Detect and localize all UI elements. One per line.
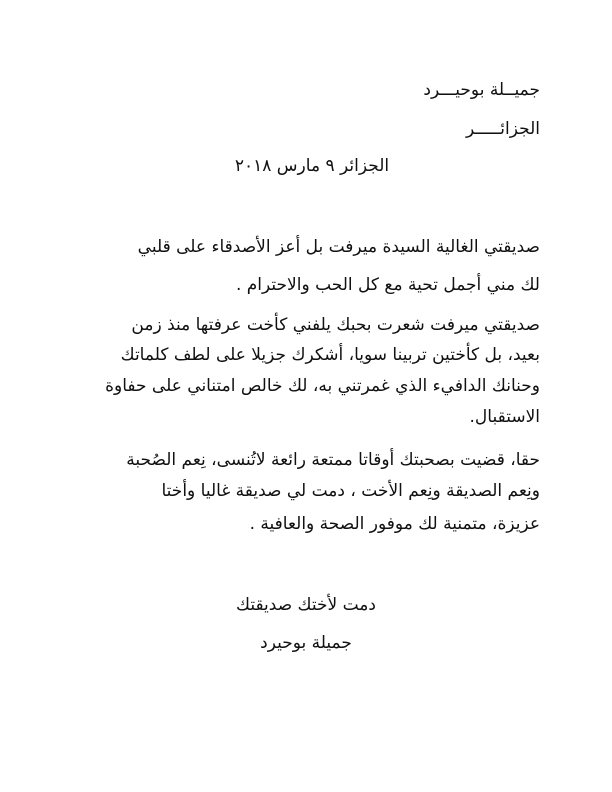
paragraph-2-line-3: وحنانك الدافيء الذي غمرتني به، لك خالص امتناني على حفاوة bbox=[105, 376, 540, 396]
signature-name: جميلة بوحيرد bbox=[260, 633, 352, 653]
paragraph-2-line-4: الاستقبال. bbox=[469, 407, 540, 427]
sender-name: جميــلة بوحيـــرد bbox=[423, 80, 540, 100]
paragraph-1-line-1: صديقتي الغالية السيدة ميرفت بل أعز الأصدقاء على قلبي bbox=[137, 237, 540, 257]
paragraph-1-line-2: لك مني أجمل تحية مع كل الحب والاحترام . bbox=[235, 275, 540, 295]
paragraph-3-line-3: عزيزة، متمنية لك موفور الصحة والعافية . bbox=[249, 514, 540, 534]
sender-city: الجزائـــــر bbox=[466, 119, 540, 139]
closing-line: دمت لأختك صديقتك bbox=[236, 595, 376, 615]
paragraph-2-line-1: صديقتي ميرفت شعرت بحبك يلفني كأخت عرفتها منذ زمن bbox=[131, 315, 540, 335]
paragraph-3-line-1: حقا، قضيت بصحبتك أوقاتا ممتعة رائعة لاتُنسى، نِعم الصُحبة bbox=[126, 450, 540, 470]
paragraph-3-line-2: ونِعم الصديقة ونِعم الأخت ، دمت لي صديقة غاليا وأختا bbox=[161, 481, 540, 501]
letter-date: الجزائر ٩ مارس ٢٠١٨ bbox=[234, 156, 390, 176]
paragraph-2-line-2: بعيد، بل كأختين تربينا سويا، أشكرك جزيلا على لطف كلماتك bbox=[120, 345, 540, 365]
